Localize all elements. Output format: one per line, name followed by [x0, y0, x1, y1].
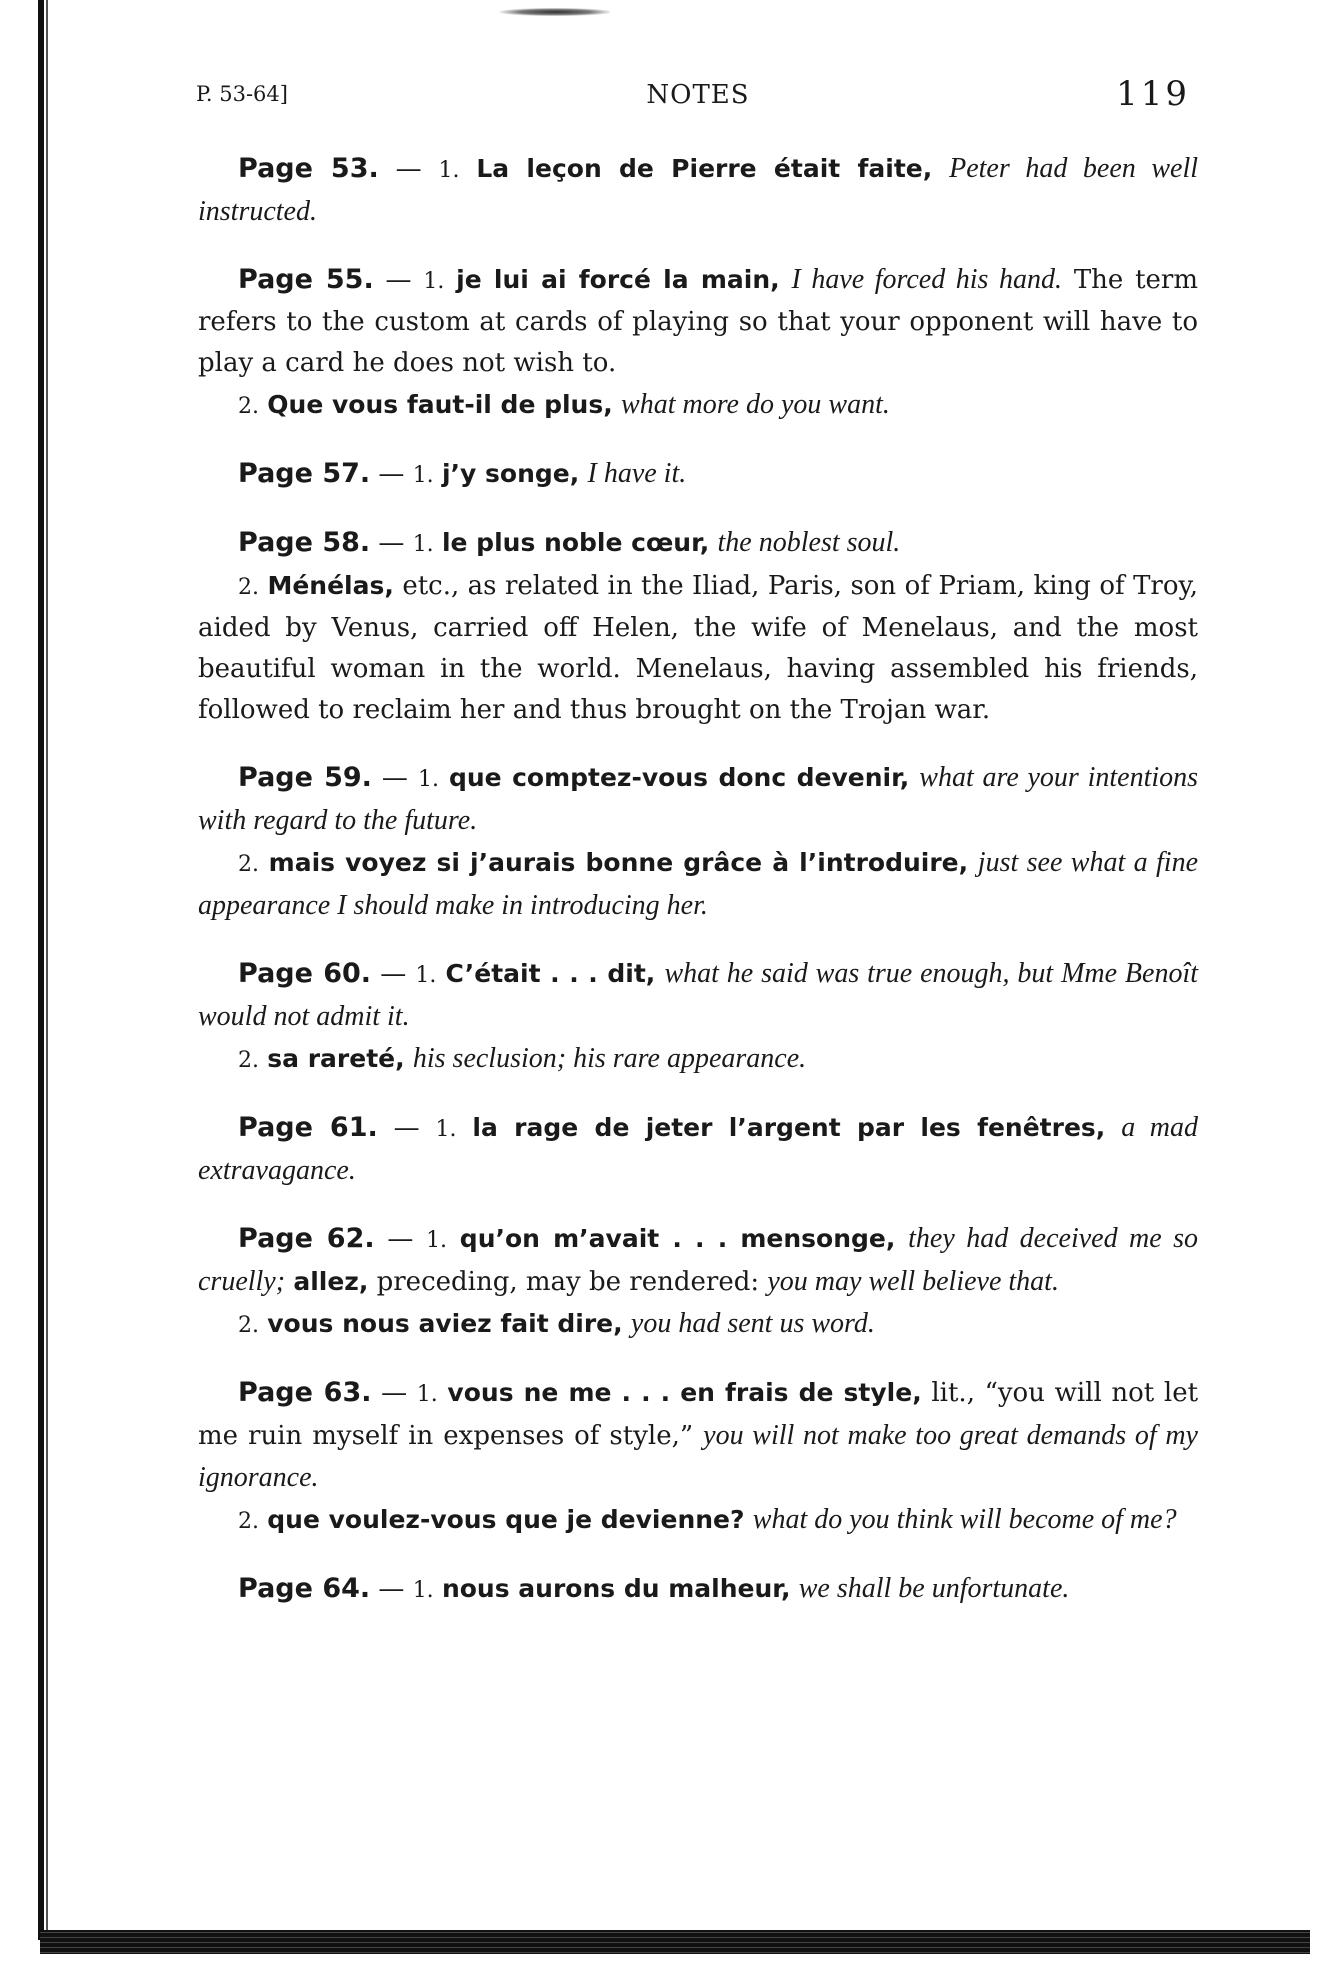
notes-body: [198, 148, 1198, 1637]
note-number: 2.: [238, 1313, 259, 1338]
french-phrase: nous aurons du malheur,: [441, 1574, 791, 1603]
note-number: 1.: [438, 158, 460, 183]
french-phrase: sa rareté,: [267, 1044, 405, 1073]
french-phrase: que voulez-vous que je devienne?: [267, 1505, 745, 1534]
english-gloss: what do you think will become of me?: [752, 1504, 1177, 1535]
note-number: 1.: [412, 532, 434, 557]
french-phrase: je lui ai forcé la main,: [456, 265, 780, 294]
english-gloss: a mad extravagance.: [198, 1112, 1199, 1186]
english-gloss: you had sent us word.: [630, 1308, 875, 1339]
note-number: 2.: [238, 852, 259, 877]
note-group-page-53: [198, 148, 1198, 233]
note-group-page-55: [198, 259, 1198, 427]
english-gloss: just see what a fine appearance I should make in introducing her.: [198, 847, 1199, 921]
note-item: [198, 565, 1198, 731]
english-gloss: his seclusion; his rare appearance.: [412, 1043, 807, 1074]
note-item: [198, 1038, 1198, 1081]
dash: —: [370, 528, 413, 558]
dash: —: [373, 265, 424, 295]
english-gloss-2: you may well believe that.: [767, 1266, 1059, 1297]
note-group-page-64: [198, 1568, 1198, 1611]
section-title: NOTES: [646, 80, 750, 110]
dash: —: [370, 459, 413, 489]
page-range: P. 53-64]: [196, 82, 288, 106]
note-number: 1.: [412, 463, 434, 488]
note-item: [198, 384, 1198, 427]
note-group-page-60: [198, 953, 1198, 1081]
french-phrase: vous ne me . . . en frais de style,: [447, 1378, 922, 1407]
note-number: 2.: [238, 575, 259, 600]
english-gloss: Peter had been well instructed.: [198, 153, 1199, 227]
english-gloss: what he said was true enough, but Mme Benoît would not admit it.: [198, 958, 1199, 1032]
page-ref: Page 63.: [238, 1377, 372, 1408]
note-item: [198, 453, 1198, 496]
note-number: 1.: [416, 1382, 438, 1407]
explanation: preceding, may be rendered:: [376, 1267, 760, 1297]
note-number: 1.: [435, 1117, 457, 1142]
dash: —: [371, 959, 416, 989]
scan-bottom-edge: [40, 1930, 1310, 1954]
english-gloss: you will not make too great demands of my ignorance.: [198, 1420, 1198, 1493]
english-gloss: we shall be unfortunate.: [798, 1573, 1070, 1604]
scan-left-edge-shadow: [46, 0, 48, 1940]
note-number: 1.: [417, 767, 439, 792]
page-ref: Page 57.: [238, 458, 371, 489]
dash: —: [371, 1378, 417, 1408]
page-ref: Page 59.: [238, 762, 372, 793]
note-number: 1.: [415, 963, 437, 988]
note-item: [198, 842, 1198, 927]
note-item: [198, 1218, 1198, 1303]
note-item: [198, 953, 1198, 1038]
note-item: [198, 1303, 1198, 1346]
scan-left-edge: [38, 0, 44, 1940]
note-item: [198, 259, 1198, 384]
note-number: 1.: [412, 1578, 434, 1603]
french-phrase: La leçon de Pierre était faite,: [476, 154, 933, 183]
note-group-page-59: [198, 757, 1198, 927]
note-number: 2.: [238, 1048, 259, 1073]
page-ref: Page 62.: [238, 1223, 375, 1254]
dash: —: [374, 1224, 427, 1254]
note-group-page-62: [198, 1218, 1198, 1346]
french-phrase: la rage de jeter l’argent par les fenêtres,: [472, 1113, 1106, 1142]
page-ref: Page 61.: [238, 1112, 378, 1143]
french-phrase: vous nous aviez fait dire,: [267, 1309, 623, 1338]
note-item: [198, 1372, 1198, 1499]
note-number: 2.: [238, 394, 259, 419]
french-phrase: que comptez-vous donc devenir,: [448, 763, 910, 792]
note-number: 1.: [426, 1228, 448, 1253]
explanation: lit., “you will not let me ruin myself in expenses of style,”: [198, 1378, 1199, 1451]
note-item: [198, 757, 1198, 842]
french-phrase: qu’on m’avait . . . mensonge,: [459, 1224, 896, 1253]
dash: —: [377, 1113, 436, 1143]
note-group-page-57: [198, 453, 1198, 496]
page-number: 119: [1116, 74, 1190, 114]
note-group-page-61: [198, 1107, 1198, 1192]
page-ref: Page 58.: [238, 527, 371, 558]
scan-top-smudge: [500, 8, 610, 16]
note-item: [198, 148, 1198, 233]
english-gloss: I have forced his hand.: [791, 264, 1062, 295]
dash: —: [378, 154, 439, 184]
page-ref: Page 60.: [238, 958, 372, 989]
note-number: 2.: [238, 1509, 259, 1534]
english-gloss: I have it.: [587, 458, 687, 489]
note-group-page-63: [198, 1372, 1198, 1542]
english-gloss: what are your intentions with regard to the future.: [198, 762, 1199, 836]
english-gloss: they had deceived me so cruelly;: [198, 1223, 1199, 1297]
english-gloss: the noblest soul.: [717, 527, 901, 558]
dash: —: [370, 1574, 413, 1604]
french-phrase: le plus noble cœur,: [441, 528, 710, 557]
note-number: 1.: [423, 269, 445, 294]
french-phrase: j’y songe,: [441, 459, 580, 488]
note-item: [198, 522, 1198, 565]
english-gloss: what more do you want.: [621, 389, 890, 420]
french-phrase: mais voyez si j’aurais bonne grâce à l’introduire,: [268, 848, 969, 877]
note-item: [198, 1568, 1198, 1611]
french-phrase: C’était . . . dit,: [445, 959, 656, 988]
explanation: etc., as related in the Iliad, Paris, son of Priam, king of Troy, aided by Venus, carried off Helen, the wife of Menelaus, and the most beautiful woman in the world. Menelaus, having assembled his friends, followed to reclaim her and thus brought on the Trojan war.: [198, 571, 1199, 725]
page-ref: Page 55.: [238, 264, 374, 295]
note-group-page-58: [198, 522, 1198, 731]
french-phrase-2: allez,: [293, 1267, 369, 1296]
page-ref: Page 64.: [238, 1573, 371, 1604]
dash: —: [371, 763, 418, 793]
running-head: [196, 74, 1200, 120]
explanation: The term refers to the custom at cards of playing so that your opponent will have to play a card he does not wish to.: [198, 265, 1199, 378]
note-item: [198, 1107, 1198, 1192]
french-phrase: Ménélas,: [267, 571, 394, 600]
french-phrase: Que vous faut-il de plus,: [267, 390, 613, 419]
note-item: [198, 1499, 1198, 1542]
page-ref: Page 53.: [238, 153, 379, 184]
